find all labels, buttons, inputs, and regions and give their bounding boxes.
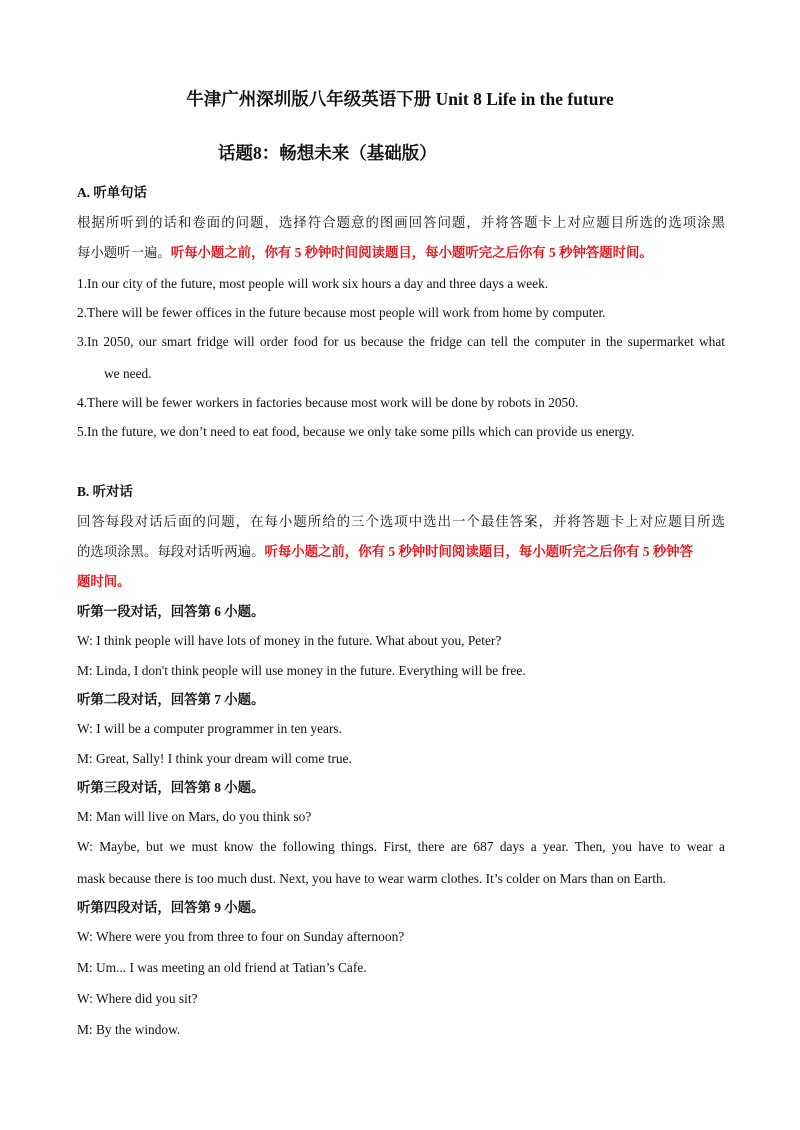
sentence-item-2: 2.There will be fewer offices in the future because most people will work from home by computer. (77, 305, 606, 320)
section-b-heading: B. 听对话 (77, 484, 133, 499)
sentence-item-4: 4.There will be fewer workers in factories because most work will be done by robots in 2050. (77, 395, 579, 410)
section-a-heading: A. 听单句话 (77, 185, 147, 200)
section-b-instruction-line1: 回答每段对话后面的问题，在每小题所给的三个选项中选出一个最佳答案，并将答题卡上对应题目所选 (77, 514, 725, 529)
dialogue-1-line-1: W: I think people will have lots of money in the future. What about you, Peter? (77, 633, 502, 648)
sentence-item-3: 3.In 2050, our smart fridge will order food for us because the fridge can tell the computer in the supermarket what (77, 334, 725, 349)
section-b-instruction-line2 (77, 542, 725, 562)
dialogue-4-line-1: W: Where were you from three to four on Sunday afternoon? (77, 929, 405, 944)
dialogue-3-line-2: W: Maybe, but we must know the following things. First, there are 687 days a year. Then, you have to wear a (77, 839, 725, 854)
dialogue-1-heading: 听第一段对话，回答第 6 小题。 (77, 604, 265, 619)
sentence-item-1: 1.In our city of the future, most people will work six hours a day and three days a week. (77, 276, 549, 291)
dialogue-2-line-2: M: Great, Sally! I think your dream will come true. (77, 751, 352, 766)
section-b-timing-note-continued: 题时间。 (77, 574, 131, 589)
section-a-timing-note: 听每小题之前，你有 5 秒钟时间阅读题目，每小题听完之后你有 5 秒钟答题时间。 (170, 245, 653, 260)
dialogue-1-line-2: M: Linda, I don't think people will use money in the future. Everything will be free. (77, 663, 526, 678)
dialogue-4-line-3: W: Where did you sit? (77, 991, 198, 1006)
dialogue-4-heading: 听第四段对话，回答第 9 小题。 (77, 900, 265, 915)
section-a-instruction-line2 (77, 243, 725, 263)
dialogue-2-line-1: W: I will be a computer programmer in ten years. (77, 721, 342, 736)
section-a-instruction-line1: 根据所听到的话和卷面的问题，选择符合题意的图画回答问题，并将答题卡上对应题目所选的选项涂黑 (77, 215, 725, 230)
sentence-item-5: 5.In the future, we don’t need to eat food, because we only take some pills which can provide us energy. (77, 424, 635, 439)
document-title: 牛津广州深圳版八年级英语下册 Unit 8 Life in the future (186, 89, 614, 109)
dialogue-3-line-3: mask because there is too much dust. Next, you have to wear warm clothes. It’s colder on Mars than on Earth. (77, 871, 667, 886)
dialogue-3-line-1: M: Man will live on Mars, do you think so? (77, 809, 312, 824)
dialogue-4-line-4: M: By the window. (77, 1022, 181, 1037)
sentence-item-3-continued: we need. (104, 366, 152, 381)
section-a-instruction-text: 每小题听一遍。 (77, 245, 171, 260)
dialogue-2-heading: 听第二段对话，回答第 7 小题。 (77, 692, 265, 707)
dialogue-3-heading: 听第三段对话，回答第 8 小题。 (77, 780, 265, 795)
section-b-instruction-text: 的选项涂黑。每段对话听两遍。 (77, 544, 265, 559)
document-subtitle: 话题8：畅想未来（基础版） (218, 143, 437, 163)
section-b-timing-note: 听每小题之前，你有 5 秒钟时间阅读题目，每小题听完之后你有 5 秒钟答 (264, 544, 693, 559)
dialogue-4-line-2: M: Um... I was meeting an old friend at Tatian’s Cafe. (77, 960, 367, 975)
